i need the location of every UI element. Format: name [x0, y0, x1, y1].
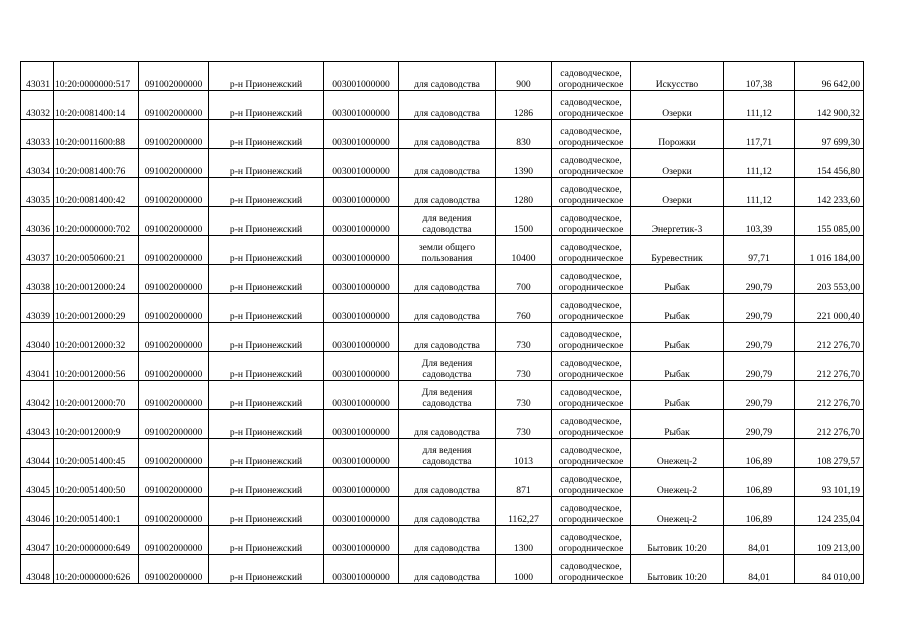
- area-cell: 830: [496, 120, 552, 149]
- cadastral-number-cell: 10:20:0012000:9: [54, 410, 139, 439]
- category-cell: садоводческое, огородническое: [552, 91, 631, 120]
- cadastral-value-cell: 203 553,00: [795, 265, 864, 294]
- locality-cell: Рыбак: [631, 352, 724, 381]
- permitted-use-cell: для садоводства: [399, 265, 496, 294]
- area-cell: 1162,27: [496, 497, 552, 526]
- row-number-cell: 43041: [21, 352, 54, 381]
- row-number-cell: 43040: [21, 323, 54, 352]
- table-row: [21, 207, 864, 236]
- category-cell: садоводческое, огородническое: [552, 294, 631, 323]
- table-row: [21, 265, 864, 294]
- district-cell: р-н Прионежский: [209, 207, 324, 236]
- cadastral-value-cell: 1 016 184,00: [795, 236, 864, 265]
- locality-cell: Порожки: [631, 120, 724, 149]
- table-body: [21, 62, 864, 584]
- area-cell: 1286: [496, 91, 552, 120]
- specific-value-cell: 84,01: [724, 526, 795, 555]
- specific-value-cell: 107,38: [724, 62, 795, 91]
- category-cell: садоводческое, огородническое: [552, 381, 631, 410]
- permitted-use-cell: для садоводства: [399, 323, 496, 352]
- specific-value-cell: 111,12: [724, 149, 795, 178]
- locality-cell: Рыбак: [631, 294, 724, 323]
- area-cell: 760: [496, 294, 552, 323]
- cadastral-number-cell: 10:20:0000000:517: [54, 62, 139, 91]
- specific-value-cell: 106,89: [724, 497, 795, 526]
- district-cell: р-н Прионежский: [209, 149, 324, 178]
- area-cell: 730: [496, 352, 552, 381]
- category-cell: садоводческое, огородническое: [552, 468, 631, 497]
- table-row: [21, 410, 864, 439]
- oktmo-code-cell: 003001000000: [324, 294, 399, 323]
- district-cell: р-н Прионежский: [209, 323, 324, 352]
- okato-code-cell: 091002000000: [139, 178, 209, 207]
- cadastral-number-cell: 10:20:0012000:70: [54, 381, 139, 410]
- locality-cell: Буревестник: [631, 236, 724, 265]
- cadastral-number-cell: 10:20:0051400:50: [54, 468, 139, 497]
- okato-code-cell: 091002000000: [139, 555, 209, 584]
- permitted-use-cell: для садоводства: [399, 468, 496, 497]
- cadastral-number-cell: 10:20:0000000:702: [54, 207, 139, 236]
- row-number-cell: 43048: [21, 555, 54, 584]
- row-number-cell: 43044: [21, 439, 54, 468]
- district-cell: р-н Прионежский: [209, 410, 324, 439]
- category-cell: садоводческое, огородническое: [552, 207, 631, 236]
- category-cell: садоводческое, огородническое: [552, 149, 631, 178]
- specific-value-cell: 290,79: [724, 352, 795, 381]
- specific-value-cell: 117,71: [724, 120, 795, 149]
- category-cell: садоводческое, огородническое: [552, 410, 631, 439]
- okato-code-cell: 091002000000: [139, 526, 209, 555]
- permitted-use-cell: Для ведения садоводства: [399, 381, 496, 410]
- table-row: [21, 323, 864, 352]
- cadastral-number-cell: 10:20:0081400:42: [54, 178, 139, 207]
- category-cell: садоводческое, огородническое: [552, 439, 631, 468]
- row-number-cell: 43046: [21, 497, 54, 526]
- cadastral-value-cell: 142 900,32: [795, 91, 864, 120]
- cadastral-value-table: [20, 61, 864, 584]
- cadastral-value-cell: 221 000,40: [795, 294, 864, 323]
- cadastral-number-cell: 10:20:0012000:56: [54, 352, 139, 381]
- locality-cell: Энергетик-3: [631, 207, 724, 236]
- okato-code-cell: 091002000000: [139, 381, 209, 410]
- oktmo-code-cell: 003001000000: [324, 410, 399, 439]
- row-number-cell: 43037: [21, 236, 54, 265]
- specific-value-cell: 290,79: [724, 381, 795, 410]
- okato-code-cell: 091002000000: [139, 410, 209, 439]
- oktmo-code-cell: 003001000000: [324, 323, 399, 352]
- okato-code-cell: 091002000000: [139, 207, 209, 236]
- table-row: [21, 62, 864, 91]
- specific-value-cell: 111,12: [724, 91, 795, 120]
- area-cell: 730: [496, 381, 552, 410]
- table-row: [21, 526, 864, 555]
- permitted-use-cell: для садоводства: [399, 526, 496, 555]
- table-row: [21, 381, 864, 410]
- permitted-use-cell: для садоводства: [399, 120, 496, 149]
- permitted-use-cell: для садоводства: [399, 149, 496, 178]
- row-number-cell: 43036: [21, 207, 54, 236]
- district-cell: р-н Прионежский: [209, 294, 324, 323]
- okato-code-cell: 091002000000: [139, 62, 209, 91]
- oktmo-code-cell: 003001000000: [324, 381, 399, 410]
- oktmo-code-cell: 003001000000: [324, 352, 399, 381]
- okato-code-cell: 091002000000: [139, 236, 209, 265]
- specific-value-cell: 97,71: [724, 236, 795, 265]
- area-cell: 1500: [496, 207, 552, 236]
- permitted-use-cell: для садоводства: [399, 497, 496, 526]
- cadastral-value-cell: 97 699,30: [795, 120, 864, 149]
- area-cell: 1000: [496, 555, 552, 584]
- table-row: [21, 497, 864, 526]
- category-cell: садоводческое, огородническое: [552, 526, 631, 555]
- permitted-use-cell: для садоводства: [399, 555, 496, 584]
- table-row: [21, 352, 864, 381]
- specific-value-cell: 106,89: [724, 468, 795, 497]
- district-cell: р-н Прионежский: [209, 120, 324, 149]
- oktmo-code-cell: 003001000000: [324, 91, 399, 120]
- locality-cell: Онежец-2: [631, 439, 724, 468]
- row-number-cell: 43031: [21, 62, 54, 91]
- okato-code-cell: 091002000000: [139, 323, 209, 352]
- specific-value-cell: 290,79: [724, 265, 795, 294]
- cadastral-value-cell: 154 456,80: [795, 149, 864, 178]
- table-row: [21, 555, 864, 584]
- district-cell: р-н Прионежский: [209, 468, 324, 497]
- okato-code-cell: 091002000000: [139, 265, 209, 294]
- oktmo-code-cell: 003001000000: [324, 207, 399, 236]
- table-row: [21, 439, 864, 468]
- okato-code-cell: 091002000000: [139, 91, 209, 120]
- locality-cell: Рыбак: [631, 323, 724, 352]
- locality-cell: Бытовик 10:20: [631, 526, 724, 555]
- table-row: [21, 91, 864, 120]
- district-cell: р-н Прионежский: [209, 236, 324, 265]
- cadastral-value-cell: 96 642,00: [795, 62, 864, 91]
- permitted-use-cell: для садоводства: [399, 410, 496, 439]
- oktmo-code-cell: 003001000000: [324, 526, 399, 555]
- oktmo-code-cell: 003001000000: [324, 62, 399, 91]
- oktmo-code-cell: 003001000000: [324, 120, 399, 149]
- cadastral-value-cell: 212 276,70: [795, 323, 864, 352]
- cadastral-number-cell: 10:20:0000000:649: [54, 526, 139, 555]
- cadastral-value-cell: 212 276,70: [795, 352, 864, 381]
- specific-value-cell: 84,01: [724, 555, 795, 584]
- area-cell: 730: [496, 410, 552, 439]
- cadastral-value-cell: 212 276,70: [795, 381, 864, 410]
- specific-value-cell: 290,79: [724, 294, 795, 323]
- locality-cell: Рыбак: [631, 410, 724, 439]
- table-row: [21, 149, 864, 178]
- table-row: [21, 178, 864, 207]
- permitted-use-cell: для ведения садоводства: [399, 207, 496, 236]
- cadastral-number-cell: 10:20:0081400:76: [54, 149, 139, 178]
- area-cell: 871: [496, 468, 552, 497]
- okato-code-cell: 091002000000: [139, 439, 209, 468]
- cadastral-value-cell: 108 279,57: [795, 439, 864, 468]
- row-number-cell: 43045: [21, 468, 54, 497]
- table-row: [21, 120, 864, 149]
- district-cell: р-н Прионежский: [209, 178, 324, 207]
- locality-cell: Бытовик 10:20: [631, 555, 724, 584]
- cadastral-value-cell: 84 010,00: [795, 555, 864, 584]
- permitted-use-cell: для садоводства: [399, 62, 496, 91]
- category-cell: садоводческое, огородническое: [552, 497, 631, 526]
- oktmo-code-cell: 003001000000: [324, 555, 399, 584]
- cadastral-number-cell: 10:20:0012000:32: [54, 323, 139, 352]
- oktmo-code-cell: 003001000000: [324, 265, 399, 294]
- okato-code-cell: 091002000000: [139, 468, 209, 497]
- district-cell: р-н Прионежский: [209, 439, 324, 468]
- okato-code-cell: 091002000000: [139, 120, 209, 149]
- cadastral-number-cell: 10:20:0051400:1: [54, 497, 139, 526]
- oktmo-code-cell: 003001000000: [324, 236, 399, 265]
- specific-value-cell: 290,79: [724, 323, 795, 352]
- row-number-cell: 43042: [21, 381, 54, 410]
- area-cell: 1390: [496, 149, 552, 178]
- row-number-cell: 43039: [21, 294, 54, 323]
- category-cell: садоводческое, огородническое: [552, 236, 631, 265]
- cadastral-number-cell: 10:20:0012000:29: [54, 294, 139, 323]
- district-cell: р-н Прионежский: [209, 91, 324, 120]
- permitted-use-cell: для садоводства: [399, 294, 496, 323]
- table-row: [21, 468, 864, 497]
- oktmo-code-cell: 003001000000: [324, 468, 399, 497]
- cadastral-value-cell: 142 233,60: [795, 178, 864, 207]
- oktmo-code-cell: 003001000000: [324, 178, 399, 207]
- specific-value-cell: 103,39: [724, 207, 795, 236]
- district-cell: р-н Прионежский: [209, 352, 324, 381]
- row-number-cell: 43034: [21, 149, 54, 178]
- row-number-cell: 43033: [21, 120, 54, 149]
- area-cell: 900: [496, 62, 552, 91]
- cadastral-value-cell: 109 213,00: [795, 526, 864, 555]
- district-cell: р-н Прионежский: [209, 526, 324, 555]
- row-number-cell: 43043: [21, 410, 54, 439]
- locality-cell: Рыбак: [631, 265, 724, 294]
- cadastral-number-cell: 10:20:0051400:45: [54, 439, 139, 468]
- row-number-cell: 43032: [21, 91, 54, 120]
- category-cell: садоводческое, огородническое: [552, 265, 631, 294]
- district-cell: р-н Прионежский: [209, 62, 324, 91]
- okato-code-cell: 091002000000: [139, 497, 209, 526]
- permitted-use-cell: для садоводства: [399, 178, 496, 207]
- cadastral-number-cell: 10:20:0011600:88: [54, 120, 139, 149]
- permitted-use-cell: земли общего пользования: [399, 236, 496, 265]
- okato-code-cell: 091002000000: [139, 294, 209, 323]
- cadastral-value-cell: 124 235,04: [795, 497, 864, 526]
- cadastral-number-cell: 10:20:0081400:14: [54, 91, 139, 120]
- cadastral-number-cell: 10:20:0012000:24: [54, 265, 139, 294]
- cadastral-value-cell: 155 085,00: [795, 207, 864, 236]
- district-cell: р-н Прионежский: [209, 265, 324, 294]
- locality-cell: Озерки: [631, 91, 724, 120]
- category-cell: садоводческое, огородническое: [552, 178, 631, 207]
- area-cell: 1013: [496, 439, 552, 468]
- okato-code-cell: 091002000000: [139, 352, 209, 381]
- permitted-use-cell: для ведения садоводства: [399, 439, 496, 468]
- cadastral-value-cell: 212 276,70: [795, 410, 864, 439]
- table-row: [21, 236, 864, 265]
- area-cell: 700: [496, 265, 552, 294]
- cadastral-number-cell: 10:20:0000000:626: [54, 555, 139, 584]
- district-cell: р-н Прионежский: [209, 497, 324, 526]
- locality-cell: Озерки: [631, 178, 724, 207]
- specific-value-cell: 106,89: [724, 439, 795, 468]
- locality-cell: Озерки: [631, 149, 724, 178]
- district-cell: р-н Прионежский: [209, 381, 324, 410]
- locality-cell: Онежец-2: [631, 468, 724, 497]
- specific-value-cell: 111,12: [724, 178, 795, 207]
- category-cell: садоводческое, огородническое: [552, 352, 631, 381]
- district-cell: р-н Прионежский: [209, 555, 324, 584]
- category-cell: садоводческое, огородническое: [552, 120, 631, 149]
- oktmo-code-cell: 003001000000: [324, 439, 399, 468]
- area-cell: 730: [496, 323, 552, 352]
- oktmo-code-cell: 003001000000: [324, 497, 399, 526]
- category-cell: садоводческое, огородническое: [552, 62, 631, 91]
- specific-value-cell: 290,79: [724, 410, 795, 439]
- area-cell: 1300: [496, 526, 552, 555]
- cadastral-number-cell: 10:20:0050600:21: [54, 236, 139, 265]
- okato-code-cell: 091002000000: [139, 149, 209, 178]
- area-cell: 1280: [496, 178, 552, 207]
- permitted-use-cell: для садоводства: [399, 91, 496, 120]
- table-row: [21, 294, 864, 323]
- category-cell: садоводческое, огородническое: [552, 555, 631, 584]
- permitted-use-cell: Для ведения садоводства: [399, 352, 496, 381]
- locality-cell: Онежец-2: [631, 497, 724, 526]
- locality-cell: Рыбак: [631, 381, 724, 410]
- category-cell: садоводческое, огородническое: [552, 323, 631, 352]
- row-number-cell: 43047: [21, 526, 54, 555]
- area-cell: 10400: [496, 236, 552, 265]
- cadastral-value-cell: 93 101,19: [795, 468, 864, 497]
- row-number-cell: 43035: [21, 178, 54, 207]
- row-number-cell: 43038: [21, 265, 54, 294]
- oktmo-code-cell: 003001000000: [324, 149, 399, 178]
- locality-cell: Искусство: [631, 62, 724, 91]
